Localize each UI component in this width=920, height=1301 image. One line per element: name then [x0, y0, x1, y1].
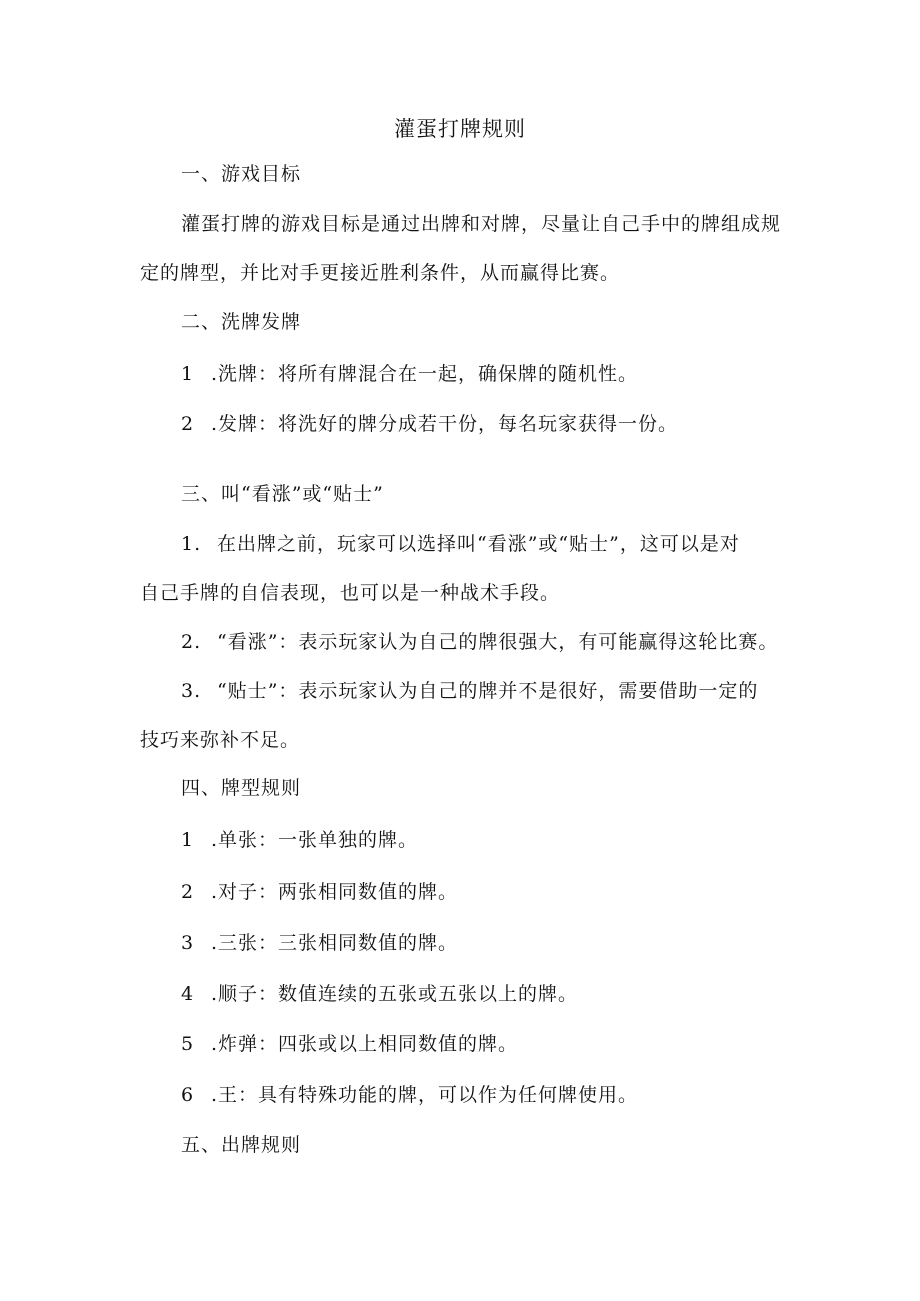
list-item-text: “看涨”：表示玩家认为自己的牌很强大，有可能赢得这轮比赛。 [217, 631, 779, 653]
list-item [181, 531, 740, 557]
list-item-text: 在出牌之前，玩家可以选择叫“看涨”或“贴士”，这可以是对 [217, 533, 740, 555]
list-item [181, 879, 458, 905]
section-heading-goal: 一、游戏目标 [181, 163, 302, 185]
list-item [181, 411, 678, 437]
list-item [181, 981, 578, 1007]
list-item-number: 1 [181, 829, 195, 851]
list-item-text: “贴士”：表示玩家认为自己的牌并不是很好，需要借助一定的 [217, 680, 759, 702]
paragraph-goal-line-1: 灌蛋打牌的游戏目标是通过出牌和对牌，尽量让自己手中的牌组成规 [181, 213, 782, 235]
list-item [181, 361, 638, 387]
list-item [181, 827, 418, 853]
list-item-number: 2 [181, 413, 195, 435]
section-heading-call: 三、叫“看涨”或“贴士” [181, 483, 384, 505]
paragraph-goal-line-2: 定的牌型，并比对手更接近胜利条件，从而赢得比赛。 [140, 262, 621, 284]
list-item-number: 4 [181, 983, 195, 1005]
section-heading-shuffle-deal: 二、洗牌发牌 [181, 311, 302, 333]
document-title: 灌蛋打牌规则 [394, 117, 526, 141]
list-item [181, 1082, 638, 1108]
list-item-text: .顺子：数值连续的五张或五张以上的牌。 [211, 983, 579, 1005]
list-item-text: .王：具有特殊功能的牌，可以作为任何牌使用。 [211, 1084, 639, 1106]
list-item-number: 3. [181, 680, 202, 702]
list-item [181, 678, 758, 704]
section-heading-hand-types: 四、牌型规则 [181, 777, 302, 799]
list-item [181, 930, 458, 956]
list-item-number: 3 [181, 932, 195, 954]
list-item-number: 2. [181, 631, 202, 653]
list-item-text: .三张：三张相同数值的牌。 [211, 932, 459, 954]
list-item-number: 1 [181, 363, 195, 385]
list-item [181, 629, 778, 655]
list-item [181, 1031, 518, 1057]
list-item-text: .洗牌：将所有牌混合在一起，确保牌的随机性。 [211, 363, 639, 385]
list-item-text: .单张：一张单独的牌。 [211, 829, 419, 851]
list-item-text: .炸弹：四张或以上相同数值的牌。 [211, 1033, 519, 1055]
list-item-number: 1. [181, 533, 202, 555]
list-item-number: 5 [181, 1033, 195, 1055]
list-item-number: 6 [181, 1084, 195, 1106]
list-item-continuation: 技巧来弥补不足。 [140, 729, 301, 751]
section-heading-play-rules: 五、出牌规则 [181, 1134, 302, 1156]
list-item-number: 2 [181, 881, 195, 903]
list-item-continuation: 自己手牌的自信表现，也可以是一种战术手段。 [140, 582, 561, 604]
list-item-text: .对子：两张相同数值的牌。 [211, 881, 459, 903]
list-item-text: .发牌：将洗好的牌分成若干份，每名玩家获得一份。 [211, 413, 679, 435]
